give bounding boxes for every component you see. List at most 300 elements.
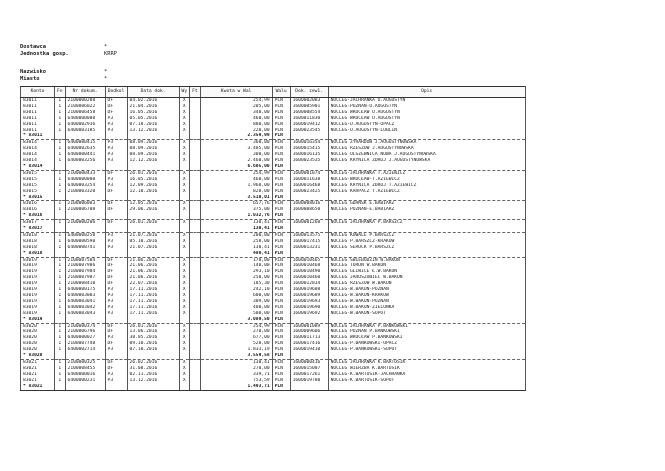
cell-dok: 1600019693 [290, 299, 328, 305]
cell-fn: 1 [55, 329, 66, 335]
cell-dok [290, 384, 328, 390]
cell-opis: NOCLEG JACHRANKA P.BARSZCZ [328, 220, 525, 226]
cell-typ: P3 [105, 232, 127, 238]
cell-konto: * 83015 [21, 195, 55, 201]
cell-konto: 83019 [21, 299, 55, 305]
cell-konto: 83020 [21, 347, 55, 353]
cell-nr: 6400000027 [65, 335, 105, 341]
header-field-label: Dostawca [20, 44, 46, 50]
cell-typ: P3 [105, 335, 127, 341]
cell-typ: DF [105, 329, 127, 335]
cell-fn: 1 [55, 378, 66, 384]
cell-wy: X [179, 128, 190, 134]
column-header: Dodkol [105, 87, 127, 98]
cell-data: 22.07.2016 [127, 281, 179, 287]
cell-opis: NOCLEG-K.BARTOSIK-SOPOT [328, 378, 525, 384]
cell-opis: NOCLEG GLIWICE Ł.W.BAKUN [328, 269, 525, 275]
cell-konto: 83019 [21, 257, 55, 263]
cell-typ: P3 [105, 305, 127, 311]
cell-konto: * 83014 [21, 164, 55, 170]
column-header: Wy [179, 87, 190, 98]
cell-walu: PLN [272, 384, 290, 390]
cell-fn: 1 [55, 220, 66, 226]
cell-kwota: 185,30 [200, 281, 272, 287]
cell-nr: 6400003042 [65, 305, 105, 311]
cell-data: 26.01.2016 [127, 170, 179, 176]
cell-typ: P3 [105, 128, 127, 134]
cell-kwota: 753,59 [200, 378, 272, 384]
cell-data: 08.09.2016 [127, 152, 179, 158]
column-header: Dok. zew1. [290, 87, 328, 98]
cell-fn: 1 [55, 287, 66, 293]
cell-walu: PLN [272, 335, 290, 341]
cell-wy: X [179, 232, 190, 238]
cell-kwota: 254,99 [200, 170, 272, 176]
cell-kwota: 500,00 [200, 311, 272, 317]
cell-wy: X [179, 329, 190, 335]
cell-fn: 1 [55, 239, 66, 245]
cell-kwota: 528,00 [200, 341, 272, 347]
cell-fn: 1 [55, 189, 66, 195]
cell-dok: 1600019412 [290, 122, 328, 128]
cell-data: 17.11.2016 [127, 293, 179, 299]
cell-fn: 1 [55, 269, 66, 275]
cell-typ: DF [105, 207, 127, 213]
cell-fn: 1 [55, 201, 66, 207]
cell-wy: X [179, 170, 190, 176]
cell-walu: PLN [272, 207, 290, 213]
cell-walu: PLN [272, 226, 290, 232]
cell-data: 26.01.2016 [127, 323, 179, 329]
cell-data: 30.05.2016 [127, 335, 179, 341]
cell-fn: 1 [55, 116, 66, 122]
cell-walu: PLN [272, 329, 290, 335]
cell-konto: 83021 [21, 366, 55, 372]
cell-wy: X [179, 201, 190, 207]
cell-kwota: 2.359,99 [200, 133, 272, 139]
cell-konto: * 83017 [21, 226, 55, 232]
cell-opis: NOCLEG SEROCK P.BARSZCZ [328, 245, 525, 251]
cell-wy: X [179, 189, 190, 195]
cell-dok: 1600019780 [290, 378, 328, 384]
cell-data: 09.10.2016 [127, 341, 179, 347]
cell-walu: PLN [272, 378, 290, 384]
cell-wy: X [179, 220, 190, 226]
cell-typ: P3 [105, 299, 127, 305]
cell-kwota: 254,99 [200, 98, 272, 104]
cell-kwota: 300,00 [200, 152, 272, 158]
cell-wy: X [179, 299, 190, 305]
cell-wy: X [179, 372, 190, 378]
cell-nr: 2100000433 [65, 170, 105, 176]
cell-nr: 2100000325 [65, 359, 105, 365]
cell-opis: NOCLEG-W.BAKUN-SOPOT [328, 311, 525, 317]
cell-dok: 1600017416 [290, 341, 328, 347]
cell-dok: 1600000416 [290, 359, 328, 365]
cell-nr: 2100008455 [65, 366, 105, 372]
cell-kwota: 1.493,71 [200, 384, 272, 390]
cell-fn: 1 [55, 170, 66, 176]
cell-walu: PLN [272, 232, 290, 238]
cell-konto: 83018 [21, 232, 55, 238]
cell-wy: X [179, 239, 190, 245]
cell-wy [179, 384, 190, 390]
column-header: Walu [272, 87, 290, 98]
cell-walu: PLN [272, 281, 290, 287]
cell-fn: 1 [55, 323, 66, 329]
cell-wy: X [179, 323, 190, 329]
cell-dok: 1600019410 [290, 347, 328, 353]
cell-typ: P3 [105, 152, 127, 158]
cell-dok: 1600016354 [290, 140, 328, 146]
cell-walu: PLN [272, 220, 290, 226]
cell-typ [105, 384, 127, 390]
cell-typ: P3 [105, 122, 127, 128]
cell-typ: DF [105, 269, 127, 275]
cell-konto: 83014 [21, 152, 55, 158]
cell-typ: P3 [105, 140, 127, 146]
cell-wy: X [179, 116, 190, 122]
cell-konto: 83015 [21, 170, 55, 176]
cell-fn: 1 [55, 335, 66, 341]
cell-konto: 83019 [21, 293, 55, 299]
cell-kwota: 242,10 [200, 287, 272, 293]
cell-nr: 2100007984 [65, 269, 105, 275]
cell-nr: 2100000288 [65, 98, 105, 104]
cell-konto: 83014 [21, 146, 55, 152]
cell-wy: X [179, 245, 190, 251]
cell-kwota: 2.460,00 [200, 158, 272, 164]
cell-konto: 83020 [21, 341, 55, 347]
cell-konto: 83011 [21, 98, 55, 104]
cell-nr: 6400003256 [65, 158, 105, 164]
cell-nr: 2100006796 [65, 329, 105, 335]
cell-data: 08.09.2016 [127, 140, 179, 146]
cell-opis: NOCLEG KRYNICA ZDRÓJ T.AZIEWICZ [328, 183, 525, 189]
cell-walu: PLN [272, 177, 290, 183]
cell-opis: NOCLEG POZNAŃ P.BAŃKOWSKI [328, 329, 525, 335]
cell-kwota: 6.605,00 [200, 164, 272, 170]
ledger-table [20, 86, 526, 391]
cell-data: 08.09.2016 [127, 146, 179, 152]
cell-data: 26.02.2016 [127, 359, 179, 365]
cell-typ: P3 [105, 372, 127, 378]
cell-typ: DF [105, 201, 127, 207]
cell-walu: PLN [272, 122, 290, 128]
cell-opis: NOCLEG POZNAŃ-E.BABIARZ [328, 207, 525, 213]
cell-fn: 1 [55, 104, 66, 110]
cell-kwota: 677,00 [200, 335, 272, 341]
cell-kwota: 200,00 [200, 232, 272, 238]
cell-wy: X [179, 281, 190, 287]
cell-walu: PLN [272, 110, 290, 116]
cell-walu: PLN [272, 287, 290, 293]
cell-fn: 1 [55, 177, 66, 183]
cell-fn: 1 [55, 341, 66, 347]
cell-nr: 2100003320 [65, 189, 105, 195]
cell-konto: * 83018 [21, 251, 55, 257]
cell-konto: 83018 [21, 239, 55, 245]
cell-kwota: 220,00 [200, 128, 272, 134]
cell-typ: P3 [105, 158, 127, 164]
header-field-value: KRRP [104, 51, 117, 57]
table-body [21, 98, 526, 391]
cell-typ: P3 [105, 146, 127, 152]
cell-konto: 83016 [21, 201, 55, 207]
cell-typ: DF [105, 189, 127, 195]
cell-walu: PLN [272, 323, 290, 329]
cell-kwota: 3.559,58 [200, 353, 272, 359]
cell-dok: 1600023545 [290, 128, 328, 134]
header-field-label: Jednostka gosp. [20, 51, 69, 57]
cell-walu: PLN [272, 140, 290, 146]
column-header: Nr dokum. [65, 87, 105, 98]
cell-nr: 2100006022 [65, 104, 105, 110]
cell-opis: NOCLEG-JACHRANKA T.AZIEWICZ [328, 170, 525, 176]
cell-walu: PLN [272, 251, 290, 257]
cell-opis: NOCLEG-JACHRANKA U.AUGUSTYN [328, 98, 525, 104]
cell-data: 13.12.2016 [127, 128, 179, 134]
cell-opis: NOCLEG P.BARSZCZ-KRAKÓW [328, 239, 525, 245]
cell-nr: 2100007504 [65, 257, 105, 263]
cell-dok: 1600001089 [290, 323, 328, 329]
cell-typ: DF [105, 323, 127, 329]
cell-nr: 2100008410 [65, 281, 105, 287]
cell-opis: NOCLEG RZESZÓW W.BAKUN [328, 281, 525, 287]
cell-opis: NOCLEG-K.BARTOSIK-JACHRANKA [328, 372, 525, 378]
cell-konto: 83019 [21, 263, 55, 269]
cell-dok: 1600023535 [290, 158, 328, 164]
cell-wy: X [179, 110, 190, 116]
cell-opis: NOCLEG KOWALE P.BARSZCZ [328, 232, 525, 238]
cell-data: 21.07.2016 [127, 232, 179, 238]
cell-data: 12.10.2016 [127, 189, 179, 195]
cell-konto: 83014 [21, 158, 55, 164]
cell-konto: * 83016 [21, 213, 55, 219]
cell-kwota: 880,00 [200, 122, 272, 128]
cell-konto: 83018 [21, 245, 55, 251]
cell-opis: NOCLEG RZESZÓW J.AUGUSTYNOWSKA [328, 146, 525, 152]
cell-opis: NOCLEG WROCŁAW P.BAŃKOWSKI [328, 335, 525, 341]
cell-kwota: 480,41 [200, 251, 272, 257]
header-field-label: Miasto [20, 76, 40, 82]
cell-dok: 1600015415 [290, 146, 328, 152]
cell-konto: 83019 [21, 281, 55, 287]
cell-wy: X [179, 183, 190, 189]
cell-kwota: 130,41 [200, 245, 272, 251]
cell-konto: * 83020 [21, 353, 55, 359]
cell-fn: 1 [55, 293, 66, 299]
cell-kwota: 309,00 [200, 299, 272, 305]
header-field-value: * [104, 44, 108, 50]
cell-wy: X [179, 177, 190, 183]
cell-typ: P3 [105, 378, 127, 384]
cell-nr: 6400000080 [65, 177, 105, 183]
cell-opis: NOCLEG JACHRANKA P.BAŃKOWSKI [328, 323, 525, 329]
cell-wy: X [179, 341, 190, 347]
cell-typ: DF [105, 263, 127, 269]
cell-walu: PLN [272, 372, 290, 378]
cell-walu: PLN [272, 366, 290, 372]
cell-walu: PLN [272, 98, 290, 104]
cell-konto: 83019 [21, 275, 55, 281]
cell-walu: PLN [272, 158, 290, 164]
cell-opis: NOCLEG-U.AUGUSTYN-LUBLIN [328, 128, 525, 134]
cell-opis: NOCLEG WROCŁAW U.AUGUSTYN [328, 116, 525, 122]
cell-typ: P3 [105, 183, 127, 189]
cell-wy: X [179, 158, 190, 164]
cell-typ: DF [105, 281, 127, 287]
cell-kwota: 130,41 [200, 226, 272, 232]
cell-kwota: 657,76 [200, 201, 272, 207]
cell-kwota: 130,41 [200, 359, 272, 365]
cell-opis: NOCLEG WROCŁAW U.AUGUSTYN [328, 110, 525, 116]
cell-data: 26.01.2016 [127, 220, 179, 226]
cell-kwota: 3.485,00 [200, 146, 272, 152]
cell-opis: NOCLEG-W.BAKUN-POZNAŃ [328, 299, 525, 305]
cell-nr: 6400000231 [65, 378, 105, 384]
cell-data: 05.10.2016 [127, 239, 179, 245]
cell-fn [55, 384, 66, 390]
cell-data: 07.10.2016 [127, 122, 179, 128]
cell-konto: 83016 [21, 207, 55, 213]
cell-konto: * 83019 [21, 317, 55, 323]
cell-dok: 1600012834 [290, 281, 328, 287]
cell-typ: P3 [105, 177, 127, 183]
cell-nr: 2100000206 [65, 220, 105, 226]
cell-wy: X [179, 207, 190, 213]
cell-wy: X [179, 287, 190, 293]
cell-konto: * 83021 [21, 384, 55, 390]
cell-dok: 1600016468 [290, 183, 328, 189]
cell-kwota: 170,00 [200, 257, 272, 263]
cell-typ: DF [105, 170, 127, 176]
cell-fn: 1 [55, 245, 66, 251]
cell-konto: 83021 [21, 372, 55, 378]
cell-walu: PLN [272, 305, 290, 311]
cell-konto: 83019 [21, 305, 55, 311]
cell-walu: PLN [272, 164, 290, 170]
cell-typ: P3 [105, 311, 127, 317]
cell-nr: 6400003003 [65, 293, 105, 299]
cell-dok: 1600019680 [290, 287, 328, 293]
cell-fn: 1 [55, 275, 66, 281]
cell-konto: 83021 [21, 378, 55, 384]
cell-opis: NOCLEG TORUŃ W.BAKUN [328, 263, 525, 269]
cell-typ: DF [105, 275, 127, 281]
cell-fn: 1 [55, 347, 66, 353]
cell-fn: 1 [55, 311, 66, 317]
cell-nr: 6400002714 [65, 347, 105, 353]
cell-wy: X [179, 311, 190, 317]
cell-nr: 6400000175 [65, 287, 105, 293]
cell-data: 04.02.2016 [127, 98, 179, 104]
cell-typ: DF [105, 110, 127, 116]
cell-kwota: 250,00 [200, 275, 272, 281]
cell-walu: PLN [272, 293, 290, 299]
header-field-label: Nazwisko [20, 69, 46, 75]
cell-typ: DF [105, 98, 127, 104]
cell-dok: 1600017261 [290, 372, 328, 378]
cell-dok: 1600009606 [290, 329, 328, 335]
cell-wy: X [179, 359, 190, 365]
cell-opis: NOCLEG JAROSZOWIEC W.BAKUN [328, 275, 525, 281]
cell-opis: NOCLEG WIERZBA K.BARTOSIK [328, 366, 525, 372]
cell-wy: X [179, 335, 190, 341]
cell-nr: 6400000590 [65, 239, 105, 245]
header-field-value: * [104, 76, 108, 82]
column-header: Data dok. [127, 87, 179, 98]
cell-nr: 6400000250 [65, 232, 105, 238]
cell-nr: 2100007740 [65, 341, 105, 347]
cell-konto: 83015 [21, 189, 55, 195]
cell-typ: P3 [105, 293, 127, 299]
cell-opis: NOCLEG KARPACZ T.AZIEWICZ [328, 189, 525, 195]
cell-kwota: 375,00 [200, 207, 272, 213]
cell-kwota: 270,00 [200, 329, 272, 335]
cell-dok: 1600016135 [290, 152, 328, 158]
column-header: Fn [55, 87, 66, 98]
cell-dok: 1600008554 [290, 110, 328, 116]
cell-typ: DF [105, 220, 127, 226]
cell-konto: 83011 [21, 128, 55, 134]
cell-walu: PLN [272, 341, 290, 347]
cell-wy: X [179, 347, 190, 353]
cell-data: 17.11.2016 [127, 299, 179, 305]
cell-walu: PLN [272, 317, 290, 323]
cell-nr: 6400002936 [65, 122, 105, 128]
cell-konto: 83017 [21, 220, 55, 226]
cell-dok: 1600017415 [290, 239, 328, 245]
cell-kwota: 460,00 [200, 177, 272, 183]
cell-data: 12.12.2016 [127, 158, 179, 164]
cell-wy: X [179, 366, 190, 372]
cell-kwota: 360,00 [200, 140, 272, 146]
cell-konto: 83019 [21, 269, 55, 275]
cell-konto: 83014 [21, 140, 55, 146]
cell-data: 17.11.2016 [127, 305, 179, 311]
cell-fn: 1 [55, 281, 66, 287]
cell-wy: X [179, 98, 190, 104]
column-header: Opis [328, 87, 525, 98]
cell-dok: 1600002083 [290, 98, 328, 104]
cell-data: 13.06.2016 [127, 329, 179, 335]
cell-konto: 83015 [21, 183, 55, 189]
cell-nr: 6400000741 [65, 245, 105, 251]
cell-walu: PLN [272, 116, 290, 122]
cell-fn: 1 [55, 372, 66, 378]
cell-kwota: 3.510,01 [200, 195, 272, 201]
cell-nr: 6400003254 [65, 183, 105, 189]
cell-nr: 6400002635 [65, 146, 105, 152]
cell-konto: 83021 [21, 359, 55, 365]
cell-typ: P3 [105, 287, 127, 293]
cell-konto: 83011 [21, 116, 55, 122]
cell-wy: X [179, 378, 190, 384]
cell-walu: PLN [272, 195, 290, 201]
cell-kwota: 460,00 [200, 116, 272, 122]
cell-opis [328, 384, 525, 390]
cell-nr: 2100006708 [65, 207, 105, 213]
cell-kwota: 1.968,00 [200, 183, 272, 189]
cell-nr: 2100006458 [65, 110, 105, 116]
cell-wy: X [179, 146, 190, 152]
cell-kwota: 270,00 [200, 366, 272, 372]
cell-typ: DF [105, 257, 127, 263]
cell-konto: 83011 [21, 110, 55, 116]
cell-nr: 6400000080 [65, 116, 105, 122]
cell-data: 12.05.2016 [127, 201, 179, 207]
